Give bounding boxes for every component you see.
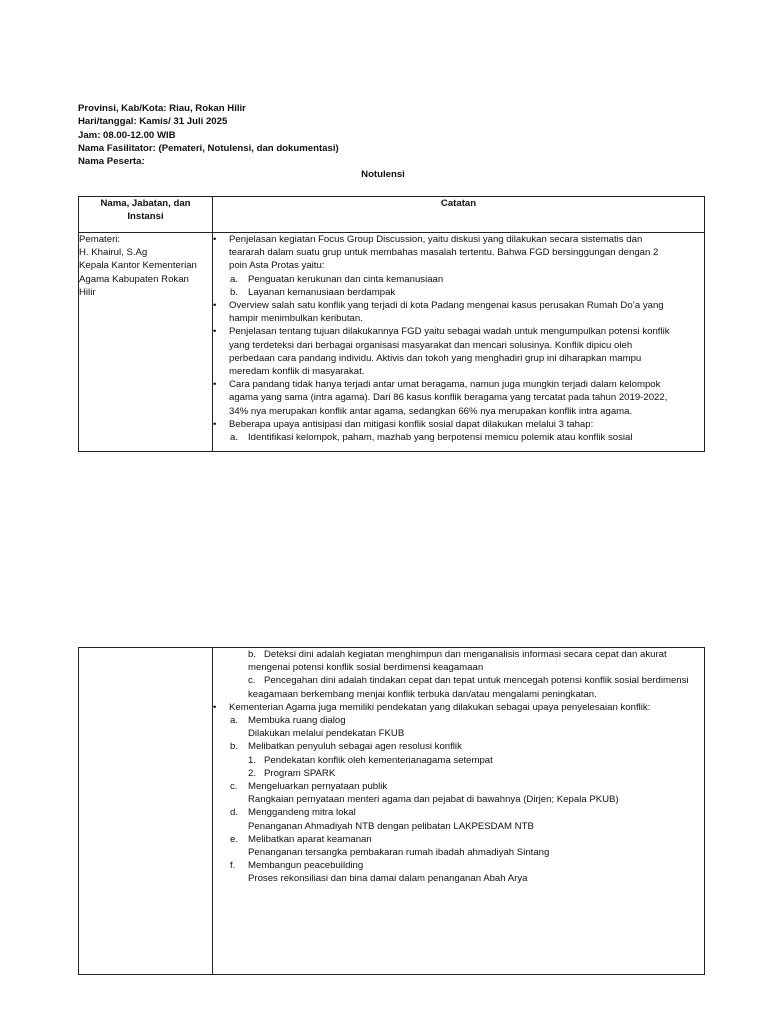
sub-item xyxy=(213,859,704,872)
speaker-cell xyxy=(79,233,213,452)
sub-item-label: b. xyxy=(230,286,239,298)
document-title: Notulensi xyxy=(361,169,405,180)
bullet-continuation: teararah dalam suatu grup untuk membahas masalah tertentu. Bahwa FGD bersinggungan dengan 2 xyxy=(229,247,659,259)
sub-item-label: a. xyxy=(230,715,239,727)
header-fasilitator: Nama Fasilitator: (Pemateri, Notulensi, dan dokumentasi) xyxy=(78,142,339,154)
sub-item-detail: Proses rekonsiliasi dan bina damai dalam penanganan Abah Arya xyxy=(248,873,528,885)
sub-item-detail: Dilakukan melalui pendekatan FKUB xyxy=(248,728,405,740)
notes-table-page-2 xyxy=(78,647,705,975)
numbered-item-label: 1. xyxy=(248,754,257,766)
sub-item xyxy=(213,714,704,727)
header-cell-name xyxy=(79,197,213,233)
notes-table-page-1 xyxy=(78,196,705,452)
bullet-item: • Penjelasan tentang tujuan dilakukannya FGD yaitu sebagai wadah untuk mengumpulkan potensi konflik xyxy=(213,325,704,338)
sub-item-detail: Penanganan Ahmadiyah NTB dengan pelibatan LAKPESDAM NTB xyxy=(248,820,534,832)
bullet-continuation: perbedaan cara pandang individu. Aktivis dan tokoh yang menghadiri grup ini diharapkan mampu xyxy=(229,352,642,364)
sub-item-text: Membangun peacebuilding xyxy=(248,860,364,872)
sub-item-text: Identifikasi kelompok, paham, mazhab yang berpotensi memicu polemik atau konflik sosial xyxy=(248,432,633,444)
sub-item xyxy=(213,273,704,286)
numbered-item-label: 2. xyxy=(248,767,257,779)
bullet-continuation: yang terdeteksi dari berbagai organisasi masyarakat dan mencari solusinya. Konflik dipicu oleh xyxy=(229,339,633,351)
table-header-row xyxy=(79,197,705,233)
sub-item-continuation: mengenai potensi konflik sosial berdimensi keagamaan xyxy=(248,662,484,674)
sub-item-text: Melibatkan penyuluh sebagai agen resolusi konflik xyxy=(248,741,462,753)
sub-item-text: Menggandeng mitra lokal xyxy=(248,807,356,819)
sub-item-label: c. xyxy=(230,781,238,793)
bullet-item: • Penjelasan kegiatan Focus Group Discussion, yaitu diskusi yang dilakukan secara sistematis dan xyxy=(213,233,704,246)
sub-item-label: b. xyxy=(248,649,257,660)
bullet-continuation: agama yang sama (intra agama). Dari 86 kasus konflik beragama yang tercatat pada tahun 2019-2022, xyxy=(229,392,668,404)
sub-item xyxy=(213,648,704,661)
notes-cell xyxy=(213,233,705,452)
speaker-position-line: Agama Kabupaten Rokan xyxy=(79,273,189,285)
sub-item-label: d. xyxy=(230,807,239,819)
numbered-item xyxy=(213,767,704,780)
bullet-item: • Kementerian Agama juga memiliki pendekatan yang dilakukan sebagai upaya penyelesaian konflik: xyxy=(213,701,704,714)
sub-item-label: c. xyxy=(248,675,256,687)
sub-item xyxy=(213,806,704,819)
sub-item-label: a. xyxy=(230,273,239,285)
sub-item xyxy=(213,780,704,793)
numbered-item-text: Pendekatan konflik oleh kementerianagama setempat xyxy=(264,754,493,766)
sub-item-text: Pencegahan dini adalah tindakan cepat dan tepat untuk mencegah potensi konflik sosial berdimensi xyxy=(264,675,689,687)
sub-item-text: Mengeluarkan pernyataan publik xyxy=(248,781,388,793)
speaker-name: H. Khairul, S.Ag xyxy=(79,247,148,259)
sub-item-detail: Penanganan tersangka pembakaran rumah ibadah ahmadiyah Sintang xyxy=(248,847,550,859)
sub-item-label: b. xyxy=(230,741,239,753)
sub-item-text: Layanan kemanusiaan berdampak xyxy=(248,286,396,298)
bullet-continuation: poin Asta Protas yaitu: xyxy=(229,260,325,272)
bullet-item: • Overview salah satu konflik yang terjadi di kota Padang mengenai kasus perusakan Rumah Do’a yang xyxy=(213,299,704,312)
header-cell-name-line2: Instansi xyxy=(127,211,164,223)
header-jam: Jam: 08.00-12.00 WIB xyxy=(78,129,176,141)
speaker-cell-empty xyxy=(79,648,213,975)
header-peserta: Nama Peserta: xyxy=(78,156,145,168)
bullet-continuation: hampir menimbulkan keributan. xyxy=(229,313,363,325)
document-header xyxy=(78,102,339,168)
numbered-item xyxy=(213,754,704,767)
sub-item-text: Melibatkan aparat keamanan xyxy=(248,833,372,845)
sub-item-detail: Rangkaian pernyataan menteri agama dan pejabat di bawahnya (Dirjen; Kepala PKUB) xyxy=(248,794,619,806)
bullet-continuation: 34% nya merupakan konflik antar agama, sedangkan 66% nya merupakan konflik intra agama. xyxy=(229,405,633,417)
header-cell-notes: Catatan xyxy=(213,197,705,233)
bullet-continuation: meredam konflik di masyarakat. xyxy=(229,366,365,378)
sub-item xyxy=(213,740,704,753)
sub-item-label: f. xyxy=(230,860,236,872)
sub-item xyxy=(213,674,704,687)
notes-cell xyxy=(213,648,705,975)
speaker-position-line: Hilir xyxy=(79,286,96,298)
speaker-role: Pemateri: xyxy=(79,234,121,245)
sub-item-text: Penguatan kerukunan dan cinta kemanusiaan xyxy=(248,273,444,285)
sub-item-text: Deteksi dini adalah kegiatan menghimpun dan menganalisis informasi secara cepat dan akurat xyxy=(264,649,667,660)
speaker-position-line: Kepala Kantor Kementerian xyxy=(79,260,197,272)
bullet-item: • Beberapa upaya antisipasi dan mitigasi konflik sosial dapat dilakukan melalui 3 tahap: xyxy=(213,418,704,431)
header-cell-name-line1: Nama, Jabatan, dan xyxy=(100,198,191,209)
header-provinsi: Provinsi, Kab/Kota: Riau, Rokan Hilir xyxy=(78,103,246,114)
sub-item xyxy=(213,431,704,444)
table-row xyxy=(79,233,705,452)
sub-item xyxy=(213,286,704,299)
sub-item-label: a. xyxy=(230,432,239,444)
sub-item-continuation: keagamaan berkembang menjai konflik terbuka dan/atau mengalami peningkatan. xyxy=(248,688,597,700)
numbered-item-text: Program SPARK xyxy=(264,767,336,779)
sub-item-text: Membuka ruang dialog xyxy=(248,715,346,727)
table-row xyxy=(79,648,705,975)
sub-item-label: e. xyxy=(230,833,239,845)
bullet-item: • Cara pandang tidak hanya terjadi antar umat beragama, namun juga mungkin terjadi dalam kelompok xyxy=(213,378,704,391)
sub-item xyxy=(213,833,704,846)
header-tanggal: Hari/tanggal: Kamis/ 31 Juli 2025 xyxy=(78,116,228,128)
